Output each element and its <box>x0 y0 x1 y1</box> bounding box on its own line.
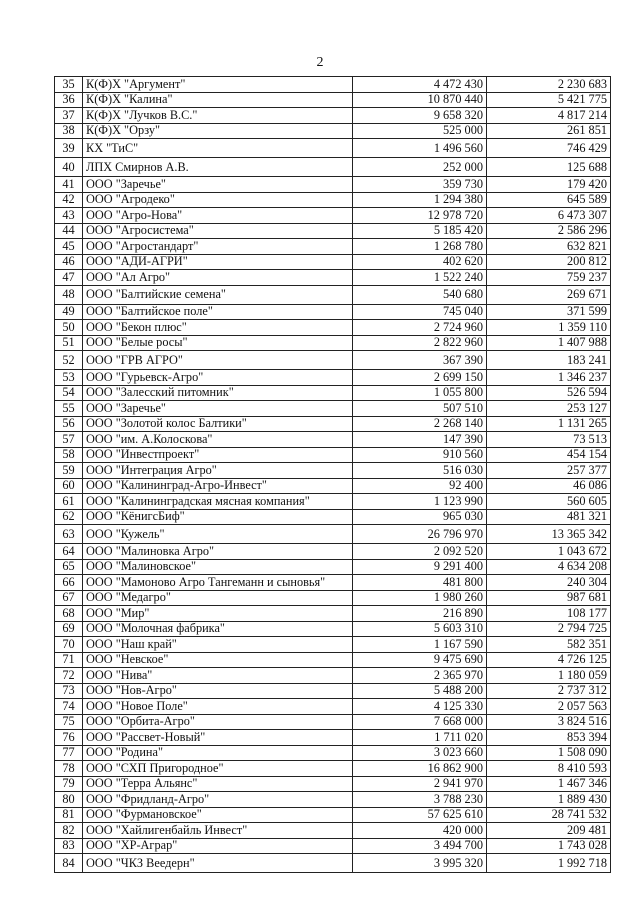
table-row <box>55 807 611 823</box>
organization-name: ООО "им. А.Колоскова" <box>83 432 353 448</box>
amount-total: 367 390 <box>353 351 487 370</box>
organization-name: ООО "Малиновка Агро" <box>83 544 353 560</box>
organization-name: ООО "Калининградская мясная компания" <box>83 494 353 510</box>
row-number: 45 <box>55 239 83 255</box>
organization-name: ООО "Мамоново Агро Тангеманн и сыновья" <box>83 575 353 591</box>
row-number: 53 <box>55 370 83 386</box>
amount-subsidy: 46 086 <box>487 478 611 494</box>
subsidy-table <box>54 76 611 873</box>
row-number: 36 <box>55 92 83 108</box>
amount-total: 1 268 780 <box>353 239 487 255</box>
table-row <box>55 416 611 432</box>
row-number: 74 <box>55 699 83 715</box>
amount-subsidy: 853 394 <box>487 730 611 746</box>
amount-subsidy: 240 304 <box>487 575 611 591</box>
organization-name: ООО "Молочная фабрика" <box>83 621 353 637</box>
amount-total: 1 711 020 <box>353 730 487 746</box>
amount-total: 16 862 900 <box>353 761 487 777</box>
amount-total: 525 000 <box>353 123 487 139</box>
row-number: 39 <box>55 139 83 158</box>
amount-total: 10 870 440 <box>353 92 487 108</box>
row-number: 52 <box>55 351 83 370</box>
amount-total: 507 510 <box>353 401 487 417</box>
table-row <box>55 509 611 525</box>
organization-name: ООО "Интеграция Агро" <box>83 463 353 479</box>
table-row <box>55 823 611 839</box>
table-row <box>55 637 611 653</box>
row-number: 72 <box>55 668 83 684</box>
table-row <box>55 447 611 463</box>
amount-total: 1 980 260 <box>353 590 487 606</box>
amount-total: 2 724 960 <box>353 320 487 336</box>
amount-total: 2 941 970 <box>353 776 487 792</box>
table-row <box>55 192 611 208</box>
table-row <box>55 304 611 320</box>
organization-name: ООО "Родина" <box>83 745 353 761</box>
organization-name: ООО "ЧКЗ Веедерн" <box>83 854 353 873</box>
amount-total: 965 030 <box>353 509 487 525</box>
table-row <box>55 270 611 286</box>
amount-subsidy: 371 599 <box>487 304 611 320</box>
table-row <box>55 208 611 224</box>
organization-name: ООО "Невское" <box>83 652 353 668</box>
amount-total: 3 788 230 <box>353 792 487 808</box>
amount-total: 9 291 400 <box>353 559 487 575</box>
amount-subsidy: 200 812 <box>487 254 611 270</box>
organization-name: ООО "Залесский питомник" <box>83 385 353 401</box>
amount-subsidy: 183 241 <box>487 351 611 370</box>
organization-name: ООО "Фридланд-Агро" <box>83 792 353 808</box>
table-row <box>55 177 611 193</box>
row-number: 80 <box>55 792 83 808</box>
amount-total: 1 496 560 <box>353 139 487 158</box>
table-row <box>55 730 611 746</box>
amount-total: 359 730 <box>353 177 487 193</box>
amount-subsidy: 759 237 <box>487 270 611 286</box>
organization-name: ООО "Хайлигенбайль Инвест" <box>83 823 353 839</box>
table-row <box>55 683 611 699</box>
amount-total: 7 668 000 <box>353 714 487 730</box>
amount-subsidy: 125 688 <box>487 158 611 177</box>
organization-name: ООО "Рассвет-Новый" <box>83 730 353 746</box>
amount-total: 481 800 <box>353 575 487 591</box>
table-row <box>55 525 611 544</box>
row-number: 70 <box>55 637 83 653</box>
amount-subsidy: 4 726 125 <box>487 652 611 668</box>
table-row <box>55 776 611 792</box>
row-number: 35 <box>55 77 83 93</box>
table-row <box>55 432 611 448</box>
table-row <box>55 478 611 494</box>
amount-subsidy: 1 359 110 <box>487 320 611 336</box>
amount-total: 57 625 610 <box>353 807 487 823</box>
organization-name: ООО "Нива" <box>83 668 353 684</box>
organization-name: ООО "СХП Пригородное" <box>83 761 353 777</box>
table-row <box>55 254 611 270</box>
row-number: 46 <box>55 254 83 270</box>
amount-total: 9 658 320 <box>353 108 487 124</box>
organization-name: ООО "Бекон плюс" <box>83 320 353 336</box>
table-row <box>55 494 611 510</box>
organization-name: ООО "Калининград-Агро-Инвест" <box>83 478 353 494</box>
row-number: 68 <box>55 606 83 622</box>
amount-subsidy: 1 889 430 <box>487 792 611 808</box>
amount-subsidy: 179 420 <box>487 177 611 193</box>
amount-total: 1 522 240 <box>353 270 487 286</box>
row-number: 60 <box>55 478 83 494</box>
amount-subsidy: 1 180 059 <box>487 668 611 684</box>
table-row <box>55 158 611 177</box>
amount-total: 2 699 150 <box>353 370 487 386</box>
organization-name: ООО "Агродеко" <box>83 192 353 208</box>
amount-subsidy: 454 154 <box>487 447 611 463</box>
amount-subsidy: 2 586 296 <box>487 223 611 239</box>
table-row <box>55 385 611 401</box>
organization-name: К(Ф)Х "Аргумент" <box>83 77 353 93</box>
amount-subsidy: 582 351 <box>487 637 611 653</box>
amount-subsidy: 257 377 <box>487 463 611 479</box>
row-number: 41 <box>55 177 83 193</box>
table-row <box>55 285 611 304</box>
amount-total: 402 620 <box>353 254 487 270</box>
amount-total: 516 030 <box>353 463 487 479</box>
organization-name: ООО "Заречье" <box>83 177 353 193</box>
amount-total: 9 475 690 <box>353 652 487 668</box>
organization-name: ООО "Медагро" <box>83 590 353 606</box>
amount-subsidy: 261 851 <box>487 123 611 139</box>
row-number: 56 <box>55 416 83 432</box>
amount-subsidy: 632 821 <box>487 239 611 255</box>
amount-total: 3 995 320 <box>353 854 487 873</box>
organization-name: К(Ф)Х "Калина" <box>83 92 353 108</box>
amount-subsidy: 645 589 <box>487 192 611 208</box>
amount-subsidy: 2 230 683 <box>487 77 611 93</box>
amount-subsidy: 4 817 214 <box>487 108 611 124</box>
organization-name: ООО "Инвестпроект" <box>83 447 353 463</box>
row-number: 58 <box>55 447 83 463</box>
organization-name: ООО "Гурьевск-Агро" <box>83 370 353 386</box>
amount-subsidy: 209 481 <box>487 823 611 839</box>
amount-subsidy: 28 741 532 <box>487 807 611 823</box>
amount-subsidy: 1 346 237 <box>487 370 611 386</box>
organization-name: ООО "Фурмановское" <box>83 807 353 823</box>
amount-subsidy: 108 177 <box>487 606 611 622</box>
amount-total: 2 822 960 <box>353 335 487 351</box>
organization-name: ООО "ХР-Аграр" <box>83 838 353 854</box>
amount-subsidy: 13 365 342 <box>487 525 611 544</box>
organization-name: ООО "Ал Агро" <box>83 270 353 286</box>
row-number: 77 <box>55 745 83 761</box>
amount-total: 5 488 200 <box>353 683 487 699</box>
table-row <box>55 792 611 808</box>
table-row <box>55 463 611 479</box>
organization-name: ООО "Мир" <box>83 606 353 622</box>
amount-total: 252 000 <box>353 158 487 177</box>
row-number: 51 <box>55 335 83 351</box>
row-number: 75 <box>55 714 83 730</box>
table-row <box>55 575 611 591</box>
table-row <box>55 92 611 108</box>
table-row <box>55 77 611 93</box>
amount-subsidy: 8 410 593 <box>487 761 611 777</box>
amount-subsidy: 526 594 <box>487 385 611 401</box>
amount-total: 92 400 <box>353 478 487 494</box>
organization-name: ООО "Терра Альянс" <box>83 776 353 792</box>
table-row <box>55 139 611 158</box>
row-number: 78 <box>55 761 83 777</box>
organization-name: ООО "Новое Поле" <box>83 699 353 715</box>
table-body <box>55 77 611 873</box>
organization-name: ООО "Балтийские семена" <box>83 285 353 304</box>
table-row <box>55 590 611 606</box>
organization-name: ООО "Малиновское" <box>83 559 353 575</box>
table-row <box>55 745 611 761</box>
table-row <box>55 761 611 777</box>
amount-subsidy: 560 605 <box>487 494 611 510</box>
amount-subsidy: 5 421 775 <box>487 92 611 108</box>
amount-total: 216 890 <box>353 606 487 622</box>
table-row <box>55 559 611 575</box>
row-number: 71 <box>55 652 83 668</box>
amount-total: 5 603 310 <box>353 621 487 637</box>
amount-total: 4 125 330 <box>353 699 487 715</box>
amount-total: 2 092 520 <box>353 544 487 560</box>
organization-name: ООО "Агро-Нова" <box>83 208 353 224</box>
organization-name: ООО "Золотой колос Балтики" <box>83 416 353 432</box>
table-row <box>55 223 611 239</box>
amount-subsidy: 4 634 208 <box>487 559 611 575</box>
table-row <box>55 714 611 730</box>
amount-subsidy: 987 681 <box>487 590 611 606</box>
amount-total: 910 560 <box>353 447 487 463</box>
row-number: 64 <box>55 544 83 560</box>
amount-total: 1 123 990 <box>353 494 487 510</box>
amount-subsidy: 1 743 028 <box>487 838 611 854</box>
amount-total: 4 472 430 <box>353 77 487 93</box>
amount-subsidy: 2 794 725 <box>487 621 611 637</box>
organization-name: ООО "Орбита-Агро" <box>83 714 353 730</box>
row-number: 81 <box>55 807 83 823</box>
table-row <box>55 606 611 622</box>
organization-name: ООО "ГРВ АГРО" <box>83 351 353 370</box>
amount-subsidy: 2 057 563 <box>487 699 611 715</box>
table-row <box>55 351 611 370</box>
organization-name: ООО "Заречье" <box>83 401 353 417</box>
table-row <box>55 544 611 560</box>
row-number: 76 <box>55 730 83 746</box>
organization-name: ООО "Нов-Агро" <box>83 683 353 699</box>
amount-total: 2 365 970 <box>353 668 487 684</box>
amount-total: 3 494 700 <box>353 838 487 854</box>
table-row <box>55 838 611 854</box>
table-row <box>55 401 611 417</box>
amount-total: 1 055 800 <box>353 385 487 401</box>
row-number: 84 <box>55 854 83 873</box>
amount-subsidy: 1 508 090 <box>487 745 611 761</box>
amount-total: 1 294 380 <box>353 192 487 208</box>
organization-name: К(Ф)Х "Орзу" <box>83 123 353 139</box>
amount-subsidy: 1 043 672 <box>487 544 611 560</box>
table-row <box>55 335 611 351</box>
table-row <box>55 668 611 684</box>
organization-name: ООО "КёнигсБиф" <box>83 509 353 525</box>
amount-subsidy: 2 737 312 <box>487 683 611 699</box>
table-row <box>55 699 611 715</box>
amount-subsidy: 269 671 <box>487 285 611 304</box>
organization-name: ООО "Балтийское поле" <box>83 304 353 320</box>
row-number: 44 <box>55 223 83 239</box>
row-number: 82 <box>55 823 83 839</box>
table-row <box>55 652 611 668</box>
row-number: 47 <box>55 270 83 286</box>
row-number: 50 <box>55 320 83 336</box>
organization-name: ООО "Наш край" <box>83 637 353 653</box>
row-number: 61 <box>55 494 83 510</box>
row-number: 49 <box>55 304 83 320</box>
amount-total: 1 167 590 <box>353 637 487 653</box>
amount-total: 540 680 <box>353 285 487 304</box>
amount-subsidy: 1 992 718 <box>487 854 611 873</box>
amount-subsidy: 481 321 <box>487 509 611 525</box>
organization-name: ООО "Белые росы" <box>83 335 353 351</box>
table-row <box>55 370 611 386</box>
organization-name: КХ "ТиС" <box>83 139 353 158</box>
row-number: 79 <box>55 776 83 792</box>
row-number: 40 <box>55 158 83 177</box>
amount-subsidy: 746 429 <box>487 139 611 158</box>
row-number: 55 <box>55 401 83 417</box>
row-number: 73 <box>55 683 83 699</box>
amount-subsidy: 3 824 516 <box>487 714 611 730</box>
amount-total: 5 185 420 <box>353 223 487 239</box>
amount-subsidy: 1 407 988 <box>487 335 611 351</box>
row-number: 67 <box>55 590 83 606</box>
row-number: 42 <box>55 192 83 208</box>
row-number: 43 <box>55 208 83 224</box>
row-number: 66 <box>55 575 83 591</box>
row-number: 65 <box>55 559 83 575</box>
amount-total: 3 023 660 <box>353 745 487 761</box>
organization-name: ООО "Агросистема" <box>83 223 353 239</box>
row-number: 59 <box>55 463 83 479</box>
amount-subsidy: 253 127 <box>487 401 611 417</box>
amount-subsidy: 6 473 307 <box>487 208 611 224</box>
table-row <box>55 621 611 637</box>
row-number: 54 <box>55 385 83 401</box>
table-row <box>55 320 611 336</box>
table-row <box>55 854 611 873</box>
amount-total: 26 796 970 <box>353 525 487 544</box>
amount-total: 147 390 <box>353 432 487 448</box>
row-number: 83 <box>55 838 83 854</box>
table-row <box>55 239 611 255</box>
row-number: 69 <box>55 621 83 637</box>
row-number: 63 <box>55 525 83 544</box>
row-number: 48 <box>55 285 83 304</box>
row-number: 37 <box>55 108 83 124</box>
amount-total: 420 000 <box>353 823 487 839</box>
amount-total: 745 040 <box>353 304 487 320</box>
page-number: 2 <box>316 55 324 70</box>
organization-name: ООО "Агростандарт" <box>83 239 353 255</box>
amount-total: 12 978 720 <box>353 208 487 224</box>
organization-name: К(Ф)Х "Лучков В.С." <box>83 108 353 124</box>
organization-name: ЛПХ Смирнов А.В. <box>83 158 353 177</box>
amount-subsidy: 1 131 265 <box>487 416 611 432</box>
amount-subsidy: 73 513 <box>487 432 611 448</box>
table-row <box>55 123 611 139</box>
row-number: 62 <box>55 509 83 525</box>
amount-total: 2 268 140 <box>353 416 487 432</box>
amount-subsidy: 1 467 346 <box>487 776 611 792</box>
organization-name: ООО "Кужель" <box>83 525 353 544</box>
row-number: 38 <box>55 123 83 139</box>
row-number: 57 <box>55 432 83 448</box>
organization-name: ООО "АДИ-АГРИ" <box>83 254 353 270</box>
table-row <box>55 108 611 124</box>
